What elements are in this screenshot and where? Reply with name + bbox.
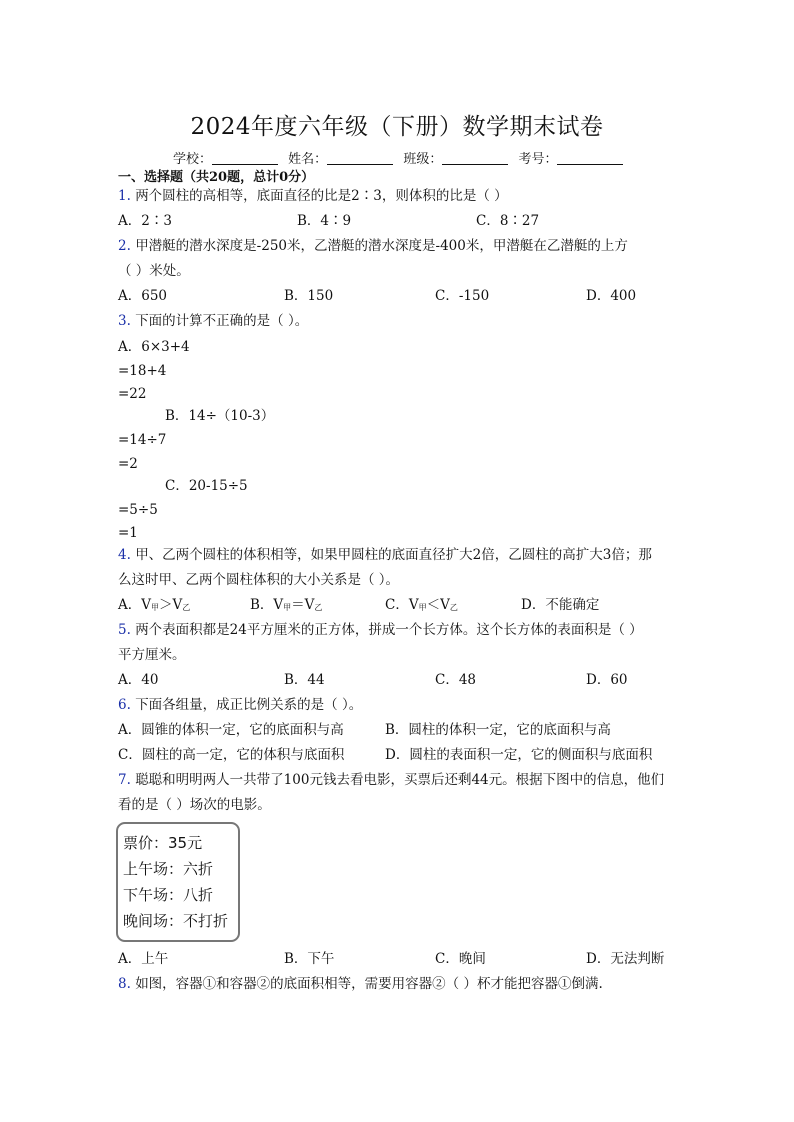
q5-option-c[interactable]: C．48 xyxy=(435,672,477,688)
q3-option-a-step-1: =18+4 xyxy=(118,363,167,379)
question-number: 1. xyxy=(118,188,131,204)
option-text: ＜V xyxy=(426,597,450,613)
option-text: ＞V xyxy=(159,597,183,613)
question-6 xyxy=(118,696,362,714)
q6-option-d[interactable]: D．圆柱的表面积一定，它的侧面积与底面积 xyxy=(385,747,653,763)
q5-option-d[interactable]: D．60 xyxy=(586,672,628,688)
q3-option-b[interactable]: B．14÷（10-3） xyxy=(165,408,275,424)
q1-option-b[interactable]: B．4∶9 xyxy=(297,213,352,229)
q1-option-a[interactable]: A．2∶3 xyxy=(118,213,172,229)
option-text: B．V xyxy=(250,597,284,613)
ticket-price-figure xyxy=(116,822,240,942)
section-heading: 一、选择题（共20题，总计0分） xyxy=(118,170,315,185)
subscript: 甲 xyxy=(151,603,159,612)
class-blank[interactable] xyxy=(442,152,508,165)
ticket-afternoon-line: 下午场：八折 xyxy=(123,886,214,904)
exam-number-label: 考号： xyxy=(518,152,558,167)
q4-option-a[interactable] xyxy=(118,596,190,617)
q5-text-line-2: 平方厘米。 xyxy=(118,647,186,663)
question-text: 下面的计算不正确的是（ ）。 xyxy=(135,313,309,329)
q2-option-b[interactable]: B．150 xyxy=(284,288,334,304)
subscript: 乙 xyxy=(314,603,323,612)
question-7 xyxy=(118,771,664,789)
page-title: 2024年度六年级（下册）数学期末试卷 xyxy=(190,114,604,140)
question-5 xyxy=(118,621,643,639)
question-number: 5. xyxy=(118,622,131,638)
school-blank[interactable] xyxy=(212,152,278,165)
q5-option-b[interactable]: B．44 xyxy=(284,672,325,688)
option-text: ＝V xyxy=(291,597,315,613)
ticket-evening-line: 晚间场：不打折 xyxy=(123,912,229,930)
ticket-morning-line: 上午场：六折 xyxy=(123,860,214,878)
q3-option-b-step-1: =14÷7 xyxy=(118,432,167,448)
student-info-row xyxy=(173,148,629,167)
q3-option-c-step-2: =1 xyxy=(118,525,138,541)
exam-number-blank[interactable] xyxy=(557,152,623,165)
option-text: C．V xyxy=(385,597,419,613)
q6-option-b[interactable]: B．圆柱的体积一定，它的底面积与高 xyxy=(385,722,611,738)
subscript: 乙 xyxy=(182,603,191,612)
subscript: 甲 xyxy=(418,603,427,612)
question-number: 6. xyxy=(118,697,131,713)
question-number: 3. xyxy=(118,313,131,329)
question-text: 下面各组量，成正比例关系的是（ ）。 xyxy=(135,697,363,713)
q6-option-c[interactable]: C．圆柱的高一定，它的体积与底面积 xyxy=(118,747,345,763)
q6-option-a[interactable]: A．圆锥的体积一定，它的底面积与高 xyxy=(118,722,344,738)
q2-option-a[interactable]: A．650 xyxy=(118,288,168,304)
q4-option-d[interactable]: D．不能确定 xyxy=(521,597,600,613)
question-text: 聪聪和明明两人一共带了100元钱去看电影，买票后还剩44元。根据下图中的信息，他们 xyxy=(135,772,665,788)
q4-option-b[interactable] xyxy=(250,596,322,617)
question-4 xyxy=(118,546,652,564)
class-label: 班级： xyxy=(403,152,443,167)
q2-option-d[interactable]: D．400 xyxy=(586,288,637,304)
question-number: 8. xyxy=(118,976,131,992)
question-text: 两个圆柱的高相等，底面直径的比是2∶3，则体积的比是（ ） xyxy=(135,188,508,204)
q7-option-d[interactable]: D．无法判断 xyxy=(586,951,665,967)
question-text: 两个表面积都是24平方厘米的正方体，拼成一个长方体。这个长方体的表面积是（ ） xyxy=(135,622,643,638)
q7-option-b[interactable]: B．下午 xyxy=(284,951,335,967)
subscript: 甲 xyxy=(283,603,292,612)
question-8 xyxy=(118,975,603,993)
q1-option-c[interactable]: C．8∶27 xyxy=(476,213,540,229)
question-number: 7. xyxy=(118,772,131,788)
q3-option-a-step-2: =22 xyxy=(118,386,147,402)
q4-option-c[interactable] xyxy=(385,596,458,617)
question-text: 甲、乙两个圆柱的体积相等，如果甲圆柱的底面直径扩大2倍，乙圆柱的高扩大3倍；那 xyxy=(135,547,652,563)
school-label: 学校： xyxy=(173,152,213,167)
q3-option-b-step-2: =2 xyxy=(118,456,138,472)
name-blank[interactable] xyxy=(327,152,393,165)
ticket-price-line: 票价：35元 xyxy=(123,834,203,852)
q7-text-line-2: 看的是（ ）场次的电影。 xyxy=(118,797,271,813)
subscript: 乙 xyxy=(449,603,458,612)
question-number: 4. xyxy=(118,547,131,563)
question-1 xyxy=(118,187,508,205)
q3-option-a[interactable]: A．6×3+4 xyxy=(118,339,190,355)
question-2 xyxy=(118,237,628,255)
q5-option-a[interactable]: A．40 xyxy=(118,672,159,688)
q7-option-c[interactable]: C．晚间 xyxy=(435,951,486,967)
q3-option-c-step-1: =5÷5 xyxy=(118,502,158,518)
option-text: A．V xyxy=(118,597,151,613)
q2-option-c[interactable]: C．-150 xyxy=(435,288,490,304)
q3-option-c[interactable]: C．20-15÷5 xyxy=(165,478,248,494)
question-3 xyxy=(118,312,308,330)
question-number: 2. xyxy=(118,238,131,254)
question-text: 甲潜艇的潜水深度是-250米，乙潜艇的潜水深度是-400米，甲潜艇在乙潜艇的上方 xyxy=(135,238,628,254)
q2-text-line-2: （ ）米处。 xyxy=(118,263,190,279)
name-label: 姓名： xyxy=(288,152,328,167)
q7-option-a[interactable]: A．上午 xyxy=(118,951,169,967)
q4-text-line-2: 么这时甲、乙两个圆柱体积的大小关系是（ ）。 xyxy=(118,572,400,588)
question-text: 如图，容器①和容器②的底面积相等，需要用容器②（ ）杯才能把容器①倒满. xyxy=(135,976,603,992)
